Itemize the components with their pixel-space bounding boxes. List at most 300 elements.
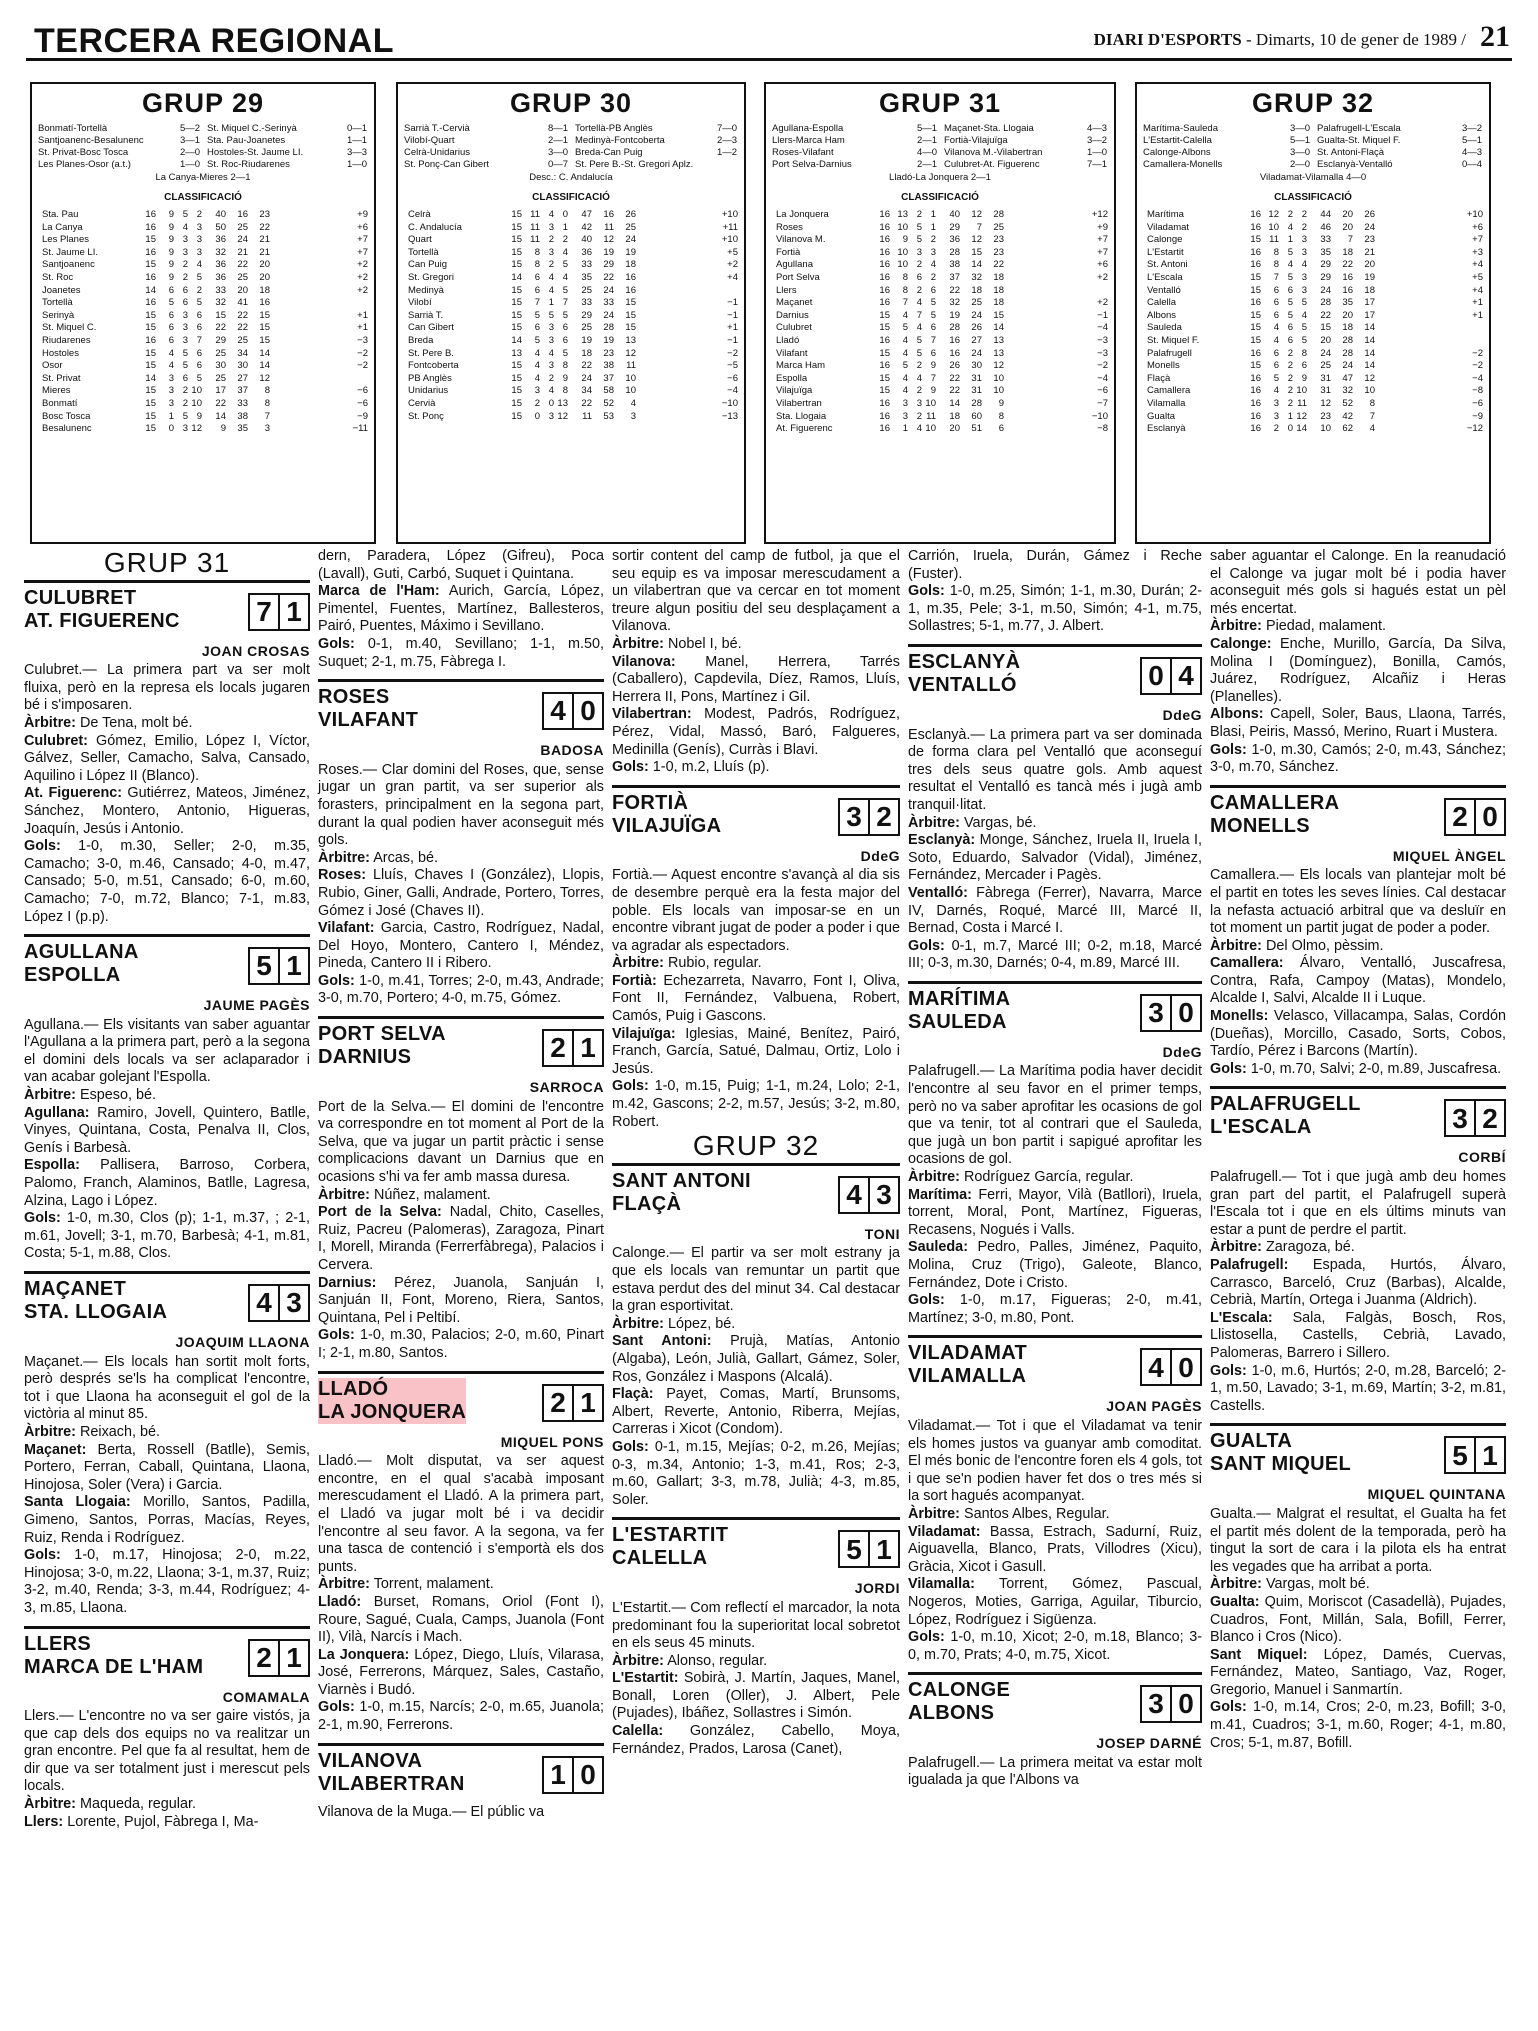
- stat-cell: 25: [971, 297, 982, 309]
- match-body: [318, 1099, 604, 1363]
- classification-row: [408, 373, 738, 386]
- stat-cell: 16: [145, 209, 156, 220]
- stat-cell: 3: [196, 246, 202, 258]
- stat-cell: 15: [511, 259, 522, 271]
- stat-cell: 3: [1273, 397, 1279, 409]
- stat-cell: 38: [949, 259, 960, 271]
- result-match-left: Agullana-Espolla: [772, 123, 844, 134]
- match-report: [612, 1517, 900, 1758]
- stat-cell: 15: [145, 322, 156, 334]
- paragraph-text: Iglesias, Mainé, Benítez, Pairó, Franch, García, Satué, Dalmau, Ortiz, Lolo i Jesús.: [612, 1025, 900, 1077]
- match-header: [612, 1163, 900, 1224]
- stat-cell: 18: [971, 284, 982, 296]
- stat-cell: 11: [530, 209, 540, 220]
- stat-cell: 36: [581, 246, 592, 258]
- stat-cell: 60: [971, 410, 982, 422]
- stat-cell: 27: [237, 372, 248, 384]
- classification-row: [1147, 247, 1483, 260]
- stat-cell: 18: [1342, 322, 1353, 334]
- paragraph-label: Àrbitre:: [612, 635, 664, 652]
- stat-cell: 3: [902, 410, 908, 422]
- paragraph-label: Lladó:: [318, 1593, 362, 1610]
- stat-cell: 16: [879, 209, 890, 220]
- stat-cell: 24: [237, 234, 248, 246]
- stat-cell: 10: [925, 397, 936, 409]
- stat-cell: +1: [1472, 297, 1483, 309]
- stat-cell: 2: [1287, 347, 1293, 359]
- stat-cell: 8: [1273, 259, 1279, 271]
- score-digit: 5: [256, 950, 272, 982]
- team-name: Riudarenes: [42, 334, 91, 346]
- paragraph-label: Àrbitre:: [318, 1186, 370, 1203]
- classification-row: [776, 234, 1108, 247]
- paragraph-label: Darnius:: [318, 1274, 377, 1291]
- stat-cell: 29: [1320, 271, 1331, 283]
- stat-cell: [1375, 322, 1483, 335]
- match-score: [1140, 657, 1202, 695]
- stat-cell: 24: [1342, 360, 1353, 372]
- paragraph-text: Espeso, bé.: [75, 1087, 156, 1104]
- team-name: Tortellà: [408, 246, 439, 258]
- classification-row: [42, 234, 368, 247]
- stat-cell: 22: [215, 322, 226, 334]
- stat-cell: 22: [237, 259, 248, 271]
- match-header: [908, 644, 1202, 705]
- stat-cell: 6: [1273, 284, 1279, 296]
- match-header: [318, 1743, 604, 1804]
- stat-cell: 32: [971, 271, 982, 283]
- stat-cell: [1004, 285, 1108, 298]
- classification-row: [776, 322, 1108, 335]
- stat-cell: 15: [993, 309, 1004, 321]
- stat-cell: 35: [237, 423, 248, 435]
- stat-cell: 4: [548, 347, 554, 359]
- stat-cell: 0: [1287, 423, 1293, 435]
- team-name: L'Estartit: [1147, 246, 1184, 258]
- match-body: [908, 1418, 1202, 1664]
- paragraph: [612, 1653, 900, 1671]
- paragraph: [318, 867, 604, 920]
- match-teams: CULUBRET AT. FIGUERENC: [24, 586, 180, 632]
- stat-cell: 14: [145, 284, 156, 296]
- stat-cell: 6: [1301, 360, 1307, 372]
- paragraph: [908, 832, 1202, 885]
- stat-cell: 4: [534, 360, 540, 372]
- stat-cell: −6: [357, 385, 368, 397]
- page-number: 21: [1480, 20, 1510, 53]
- stat-cell: 3: [902, 397, 908, 409]
- paragraph: [318, 1647, 604, 1700]
- paragraph-label: L'Escala:: [1210, 1309, 1273, 1326]
- stat-cell: 3: [548, 322, 554, 334]
- classification-row: [1147, 297, 1483, 310]
- paragraph-label: Agullana:: [24, 1104, 90, 1121]
- stat-cell: 16: [145, 334, 156, 346]
- stat-cell: 10: [1268, 221, 1279, 233]
- stat-cell: +5: [727, 246, 738, 258]
- stat-cell: 14: [259, 360, 270, 372]
- paragraph-text: Del Olmo, pèssim.: [1261, 937, 1384, 954]
- stat-cell: 8: [264, 397, 270, 409]
- paragraph-text: 1-0, m.2, Lluís (p).: [648, 759, 770, 776]
- stat-cell: 16: [145, 221, 156, 233]
- result-score-right: 1—2: [716, 147, 738, 158]
- match-body: [24, 1354, 310, 1618]
- stat-cell: 16: [1250, 372, 1261, 384]
- paragraph-label: Gols:: [908, 1292, 945, 1309]
- stat-cell: 11: [530, 221, 540, 233]
- match-author: SARROCA: [529, 1079, 604, 1096]
- stat-cell: 15: [145, 410, 156, 422]
- stat-cell: 16: [625, 271, 636, 283]
- paragraph: Llers.— L'encontre no va ser gaire vistós, ja que cap dels dos equips no va realitzar un gran encontre. Pel que fa al resultat, hem de dir que va ser totalment just i merescut pels locals.: [24, 1708, 310, 1795]
- result-extra: Viladamat-Vilamalla 4—0: [1259, 172, 1367, 183]
- stat-cell: 36: [215, 234, 226, 246]
- paragraph-label: Roses:: [318, 867, 366, 884]
- stat-cell: 24: [1320, 347, 1331, 359]
- paragraph: [612, 1316, 900, 1334]
- match-teams: SANT ANTONI FLAÇÀ: [612, 1169, 751, 1215]
- match-score: [248, 1639, 310, 1677]
- match-header: [24, 934, 310, 995]
- stat-cell: 3: [630, 410, 636, 422]
- stat-cell: 15: [879, 322, 890, 334]
- paragraph-label: Gols:: [612, 1438, 649, 1455]
- stat-cell: 3: [548, 246, 554, 258]
- stat-cell: 6: [1273, 297, 1279, 309]
- stat-cell: 16: [879, 360, 890, 372]
- stat-cell: 26: [625, 209, 636, 220]
- stat-cell: 16: [879, 334, 890, 346]
- stat-cell: 4: [196, 259, 202, 271]
- stat-cell: 15: [145, 385, 156, 397]
- stat-cell: 14: [1296, 423, 1307, 435]
- result-match-left: Celrà-Unidarius: [404, 147, 470, 158]
- stat-cell: 4: [534, 372, 540, 384]
- team-name: Albons: [1147, 309, 1177, 321]
- paragraph-text: Monge, Sánchez, Iruela II, Iruela I, Soto, Eduardo, Salvador (Vidal), Jiménez, Fernández, Mercader i Pagès.: [908, 832, 1202, 884]
- team-name: Joanetes: [42, 284, 81, 296]
- stat-cell: +1: [357, 309, 368, 321]
- match-report: [908, 1672, 1202, 1790]
- paragraph-label: Gols:: [318, 635, 355, 652]
- stat-cell: 0: [168, 423, 174, 435]
- classification-row: [776, 373, 1108, 386]
- stat-cell: 3: [168, 372, 174, 384]
- stat-cell: 22: [581, 360, 592, 372]
- match-report: [908, 981, 1202, 1328]
- stat-cell: 12: [1296, 410, 1307, 422]
- paragraph-text: Sobirà, J. Martín, Jaques, Manel, Bonall, Loren (Oller), J. Albert, Pele (Pujades), Ibáñez, Sollastres i Simón.: [612, 1670, 900, 1722]
- paragraph-text: 1-0, m.25, Simón; 1-1, m.30, Durán; 2-1, m.35, Pele; 3-1, m.50, Simón; 4-1, m.75, Sollastres; 5-1, m.77, J. Albert.: [908, 583, 1202, 635]
- result-match-left: Roses-Vilafant: [772, 147, 834, 158]
- stat-cell: 18: [949, 410, 960, 422]
- stat-cell: 9: [930, 385, 936, 397]
- score-digit: 3: [1452, 1102, 1468, 1134]
- stat-cell: 11: [530, 234, 540, 246]
- result-score-right: 1—0: [346, 159, 368, 170]
- classification-row: [776, 398, 1108, 411]
- paragraph-text: Modest, Padrós, Rodríguez, Pérez, Vidal, Massó, Baró, Falgueres, Medinilla (Genís), Curràs i Blavi.: [612, 706, 900, 758]
- stat-cell: 15: [625, 309, 636, 321]
- paragraph: saber aguantar el Calonge. En la reanudació el Calonge va jugar molt bé i podia haver aconseguit més gols si hagués estat un pèl més encertat.: [1210, 548, 1506, 617]
- group-heading: GRUP 32: [692, 1130, 820, 1162]
- stat-cell: 4: [1273, 385, 1279, 397]
- team-name: Celrà: [408, 209, 431, 220]
- classification-row: [42, 348, 368, 361]
- match-report: [318, 1743, 604, 1822]
- classification-table: [1137, 203, 1489, 436]
- result-score-left: 5—2: [179, 123, 201, 134]
- stat-cell: 5: [548, 309, 554, 321]
- team-name: Calonge: [1147, 234, 1183, 246]
- stat-cell: 25: [993, 221, 1004, 233]
- paragraph: [612, 1670, 900, 1723]
- stat-cell: 0: [534, 410, 540, 422]
- stat-cell: 3: [548, 360, 554, 372]
- match-header: [1210, 785, 1506, 846]
- paragraph: [24, 838, 310, 926]
- stat-cell: 6: [562, 334, 568, 346]
- paragraph: [24, 1796, 310, 1814]
- paragraph: Fortià.— Aquest encontre s'avançà al dia sis de desembre perquè era la festa major del poble. Els locals van imposar-se en un encontre vibrant jugat de poder a poder i que va agradar als espectadors.: [612, 867, 900, 954]
- group-results: [32, 119, 374, 171]
- paragraph: [24, 785, 310, 838]
- stat-cell: 3: [196, 221, 202, 233]
- stat-cell: −13: [721, 410, 738, 422]
- stat-cell: 32: [949, 297, 960, 309]
- stat-cell: 20: [1320, 334, 1331, 346]
- paragraph-text: Capell, Soler, Baus, Llaona, Tarrés, Blasi, Peiris, Massó, Merino, Ruart i Mustera.: [1210, 706, 1506, 740]
- stat-cell: 16: [1342, 271, 1353, 283]
- classification-row: [776, 297, 1108, 310]
- result-match-right: Maçanet-Sta. Llogaia: [944, 123, 1034, 134]
- stat-cell: 24: [581, 372, 592, 384]
- stat-cell: 58: [603, 385, 614, 397]
- stat-cell: 9: [168, 259, 174, 271]
- stat-cell: 26: [971, 322, 982, 334]
- stat-cell: 20: [949, 423, 960, 435]
- stat-cell: 4: [902, 385, 908, 397]
- stat-cell: 15: [1320, 322, 1331, 334]
- team-name: Calella: [1147, 297, 1177, 309]
- team-name: Sauleda: [1147, 322, 1182, 334]
- stat-cell: +6: [357, 221, 368, 233]
- match-report: [318, 1371, 604, 1735]
- stat-cell: 12: [971, 209, 982, 220]
- classification-row: [42, 423, 368, 436]
- stat-cell: 3: [182, 309, 188, 321]
- stat-cell: 7: [264, 410, 270, 422]
- paragraph: [24, 1157, 310, 1210]
- match-header: [612, 785, 900, 846]
- stat-cell: 16: [603, 209, 614, 220]
- stat-cell: 15: [145, 259, 156, 271]
- score-digit: 4: [846, 1179, 862, 1211]
- team-name: Santjoanenc: [42, 259, 95, 271]
- paragraph: [612, 706, 900, 759]
- result-match-left: St. Ponç-Can Gibert: [404, 159, 490, 170]
- stat-cell: 24: [603, 309, 614, 321]
- stat-cell: 15: [511, 221, 522, 233]
- stat-cell: −2: [1472, 347, 1483, 359]
- stat-cell: 6: [916, 271, 922, 283]
- result-match-right: Tortellà-PB Anglès: [575, 123, 653, 134]
- paragraph: [24, 1210, 310, 1263]
- stat-cell: +1: [357, 322, 368, 334]
- stat-cell: 15: [145, 360, 156, 372]
- match-report: [908, 644, 1202, 973]
- score-digit: 3: [868, 1178, 898, 1212]
- stat-cell: 6: [1287, 284, 1293, 296]
- match-teams: ROSES VILAFANT: [318, 686, 419, 732]
- paragraph: L'Estartit.— Com reflectí el marcador, la nota predominant fou la superioritat local sobretot en els seus 45 minuts.: [612, 1599, 900, 1652]
- stat-cell: 15: [511, 246, 522, 258]
- stat-cell: 35: [1342, 297, 1353, 309]
- match-report: [24, 1271, 310, 1618]
- paragraph-label: Llers:: [24, 1813, 64, 1830]
- stat-cell: 22: [1320, 309, 1331, 321]
- team-name: Espolla: [776, 372, 808, 384]
- paragraph: Calonge.— El partir va ser molt estrany ja que els locals van remuntar un partit que estava perdut des del minut 34. Cal destacar la gran esportivitat.: [612, 1245, 900, 1315]
- stat-cell: 5: [916, 234, 922, 246]
- paragraph-text: Prujà, Matías, Antonio (Algaba), León, Julià, Gallart, Gámez, Soler, Ros, González i Maspons (Alcalá).: [612, 1333, 900, 1385]
- paragraph: [908, 1524, 1202, 1577]
- stat-cell: 20: [1342, 309, 1353, 321]
- stat-cell: 4: [902, 372, 908, 384]
- stat-cell: 5: [562, 347, 568, 359]
- stat-cell: 7: [562, 297, 568, 309]
- classification-row: [776, 423, 1108, 436]
- team-name: Mieres: [42, 385, 71, 397]
- stat-cell: 46: [1320, 221, 1331, 233]
- paragraph: [24, 1105, 310, 1158]
- match-body: [1210, 1506, 1506, 1752]
- stat-cell: 20: [1342, 221, 1353, 233]
- stat-cell: 22: [259, 221, 270, 233]
- stat-cell: −11: [352, 423, 368, 435]
- paragraph: [1210, 636, 1506, 706]
- stat-cell: +2: [357, 271, 368, 283]
- stat-cell: 33: [1320, 234, 1331, 246]
- paragraph-text: Ferri, Mayor, Vilà (Batllori), Iruela, torrent, Moral, Pont, Martínez, Figueras, Recasens, Nogués i Valls.: [908, 1186, 1202, 1238]
- stat-cell: 2: [1287, 209, 1293, 220]
- match-body: [908, 1063, 1202, 1327]
- match-score: [838, 798, 900, 836]
- classification-row: [408, 335, 738, 348]
- match-author: JOAN CROSAS: [201, 642, 310, 659]
- stat-cell: 16: [145, 271, 156, 283]
- paragraph: [318, 1275, 604, 1328]
- paragraph: [908, 1576, 1202, 1629]
- stat-cell: 5: [1301, 297, 1307, 309]
- stat-cell: 6: [1273, 309, 1279, 321]
- stat-cell: +6: [1472, 221, 1483, 233]
- classification-row: [1147, 398, 1483, 411]
- stat-cell: 33: [603, 297, 614, 309]
- stat-cell: 10: [625, 372, 636, 384]
- stat-cell: 4: [902, 334, 908, 346]
- match-score: [838, 1176, 900, 1214]
- paragraph-text: 1-0, m.30, Camós; 2-0, m.43, Sánchez; 3-0, m.70, Sánchez.: [1210, 741, 1506, 776]
- stat-cell: 19: [581, 334, 592, 346]
- stat-cell: 32: [1342, 385, 1353, 397]
- stat-cell: 9: [168, 209, 174, 220]
- match-author: MIQUEL ÀNGEL: [1392, 847, 1506, 864]
- paragraph-text: Torrent, malament.: [369, 1576, 494, 1593]
- stat-cell: 52: [603, 397, 614, 409]
- paragraph: Palafrugell.— Tot i que jugà amb deu homes gran part del partit, el Palafrugell superà l'Escala tot i que en els últims minuts van estar a punt de perdre el partit.: [1210, 1169, 1506, 1238]
- stat-cell: 1: [562, 221, 568, 233]
- stat-cell: 14: [1364, 347, 1375, 359]
- paragraph: [318, 1187, 604, 1205]
- stat-cell: 6: [196, 360, 202, 372]
- stat-cell: 5: [196, 297, 202, 309]
- result-match-left: Calonge-Albons: [1143, 147, 1211, 158]
- match-report: [24, 580, 310, 927]
- stat-cell: 3: [182, 234, 188, 246]
- classification-row: [1147, 411, 1483, 424]
- stat-cell: 3: [1301, 234, 1307, 246]
- result-score-right: 7—0: [716, 123, 738, 134]
- stat-cell: 4: [916, 423, 922, 435]
- stat-cell: 14: [971, 259, 982, 271]
- stat-cell: 4: [902, 347, 908, 359]
- match-teams: MARÍTIMA SAULEDA: [908, 987, 1011, 1033]
- stat-cell: −2: [1097, 360, 1108, 372]
- paragraph: [612, 955, 900, 973]
- stat-cell: 14: [511, 271, 522, 283]
- paragraph-text: Álvaro, Ventalló, Juscafresa, Contra, Rafa, Campoy (Matas), Mondelo, Alcalde I, Salvi, Alcalde II i Luque.: [1210, 955, 1506, 1007]
- stat-cell: 6: [930, 347, 936, 359]
- stat-cell: +7: [1097, 234, 1108, 246]
- team-name: Port Selva: [776, 271, 820, 283]
- paragraph: [24, 1087, 310, 1105]
- stat-cell: +11: [722, 221, 738, 233]
- stat-cell: 12: [557, 410, 568, 422]
- stat-cell: 14: [949, 397, 960, 409]
- stat-cell: 2: [1287, 397, 1293, 409]
- stat-cell: 15: [879, 309, 890, 321]
- paragraph-label: Àrbitre:: [612, 955, 664, 972]
- classification-row: [408, 322, 738, 335]
- stat-cell: 15: [259, 309, 270, 321]
- stat-cell: 10: [1320, 423, 1331, 435]
- match-report: [612, 1163, 900, 1510]
- team-name: Osor: [42, 360, 63, 372]
- stat-cell: 3: [182, 334, 188, 346]
- team-name: Bosc Tosca: [42, 410, 91, 422]
- paragraph: [908, 1239, 1202, 1292]
- score-digit: 5: [1452, 1439, 1468, 1471]
- stat-cell: 4: [902, 309, 908, 321]
- classification-row: [776, 310, 1108, 323]
- paragraph-text: Pérez, Juanola, Sanjuán I, Sanjuán II, Font, Moreno, Riera, Santos, Quintana, Pel i Peltibí.: [318, 1274, 604, 1326]
- classification-row: [408, 247, 738, 260]
- stat-cell: 20: [1342, 209, 1353, 220]
- paragraph-label: Vilajuïga:: [612, 1025, 676, 1042]
- stat-cell: 16: [145, 246, 156, 258]
- stat-cell: 6: [1287, 334, 1293, 346]
- paragraph-label: Àrbitre:: [612, 1315, 664, 1332]
- paragraph-label: Àrbitre:: [318, 1576, 370, 1593]
- score-digit: 1: [550, 1758, 566, 1790]
- text-column: [908, 548, 1202, 1790]
- paragraph-text: Rodríguez García, regular.: [959, 1169, 1134, 1186]
- stat-cell: 6: [998, 423, 1004, 435]
- stat-cell: 5: [916, 347, 922, 359]
- classification-row: [776, 360, 1108, 373]
